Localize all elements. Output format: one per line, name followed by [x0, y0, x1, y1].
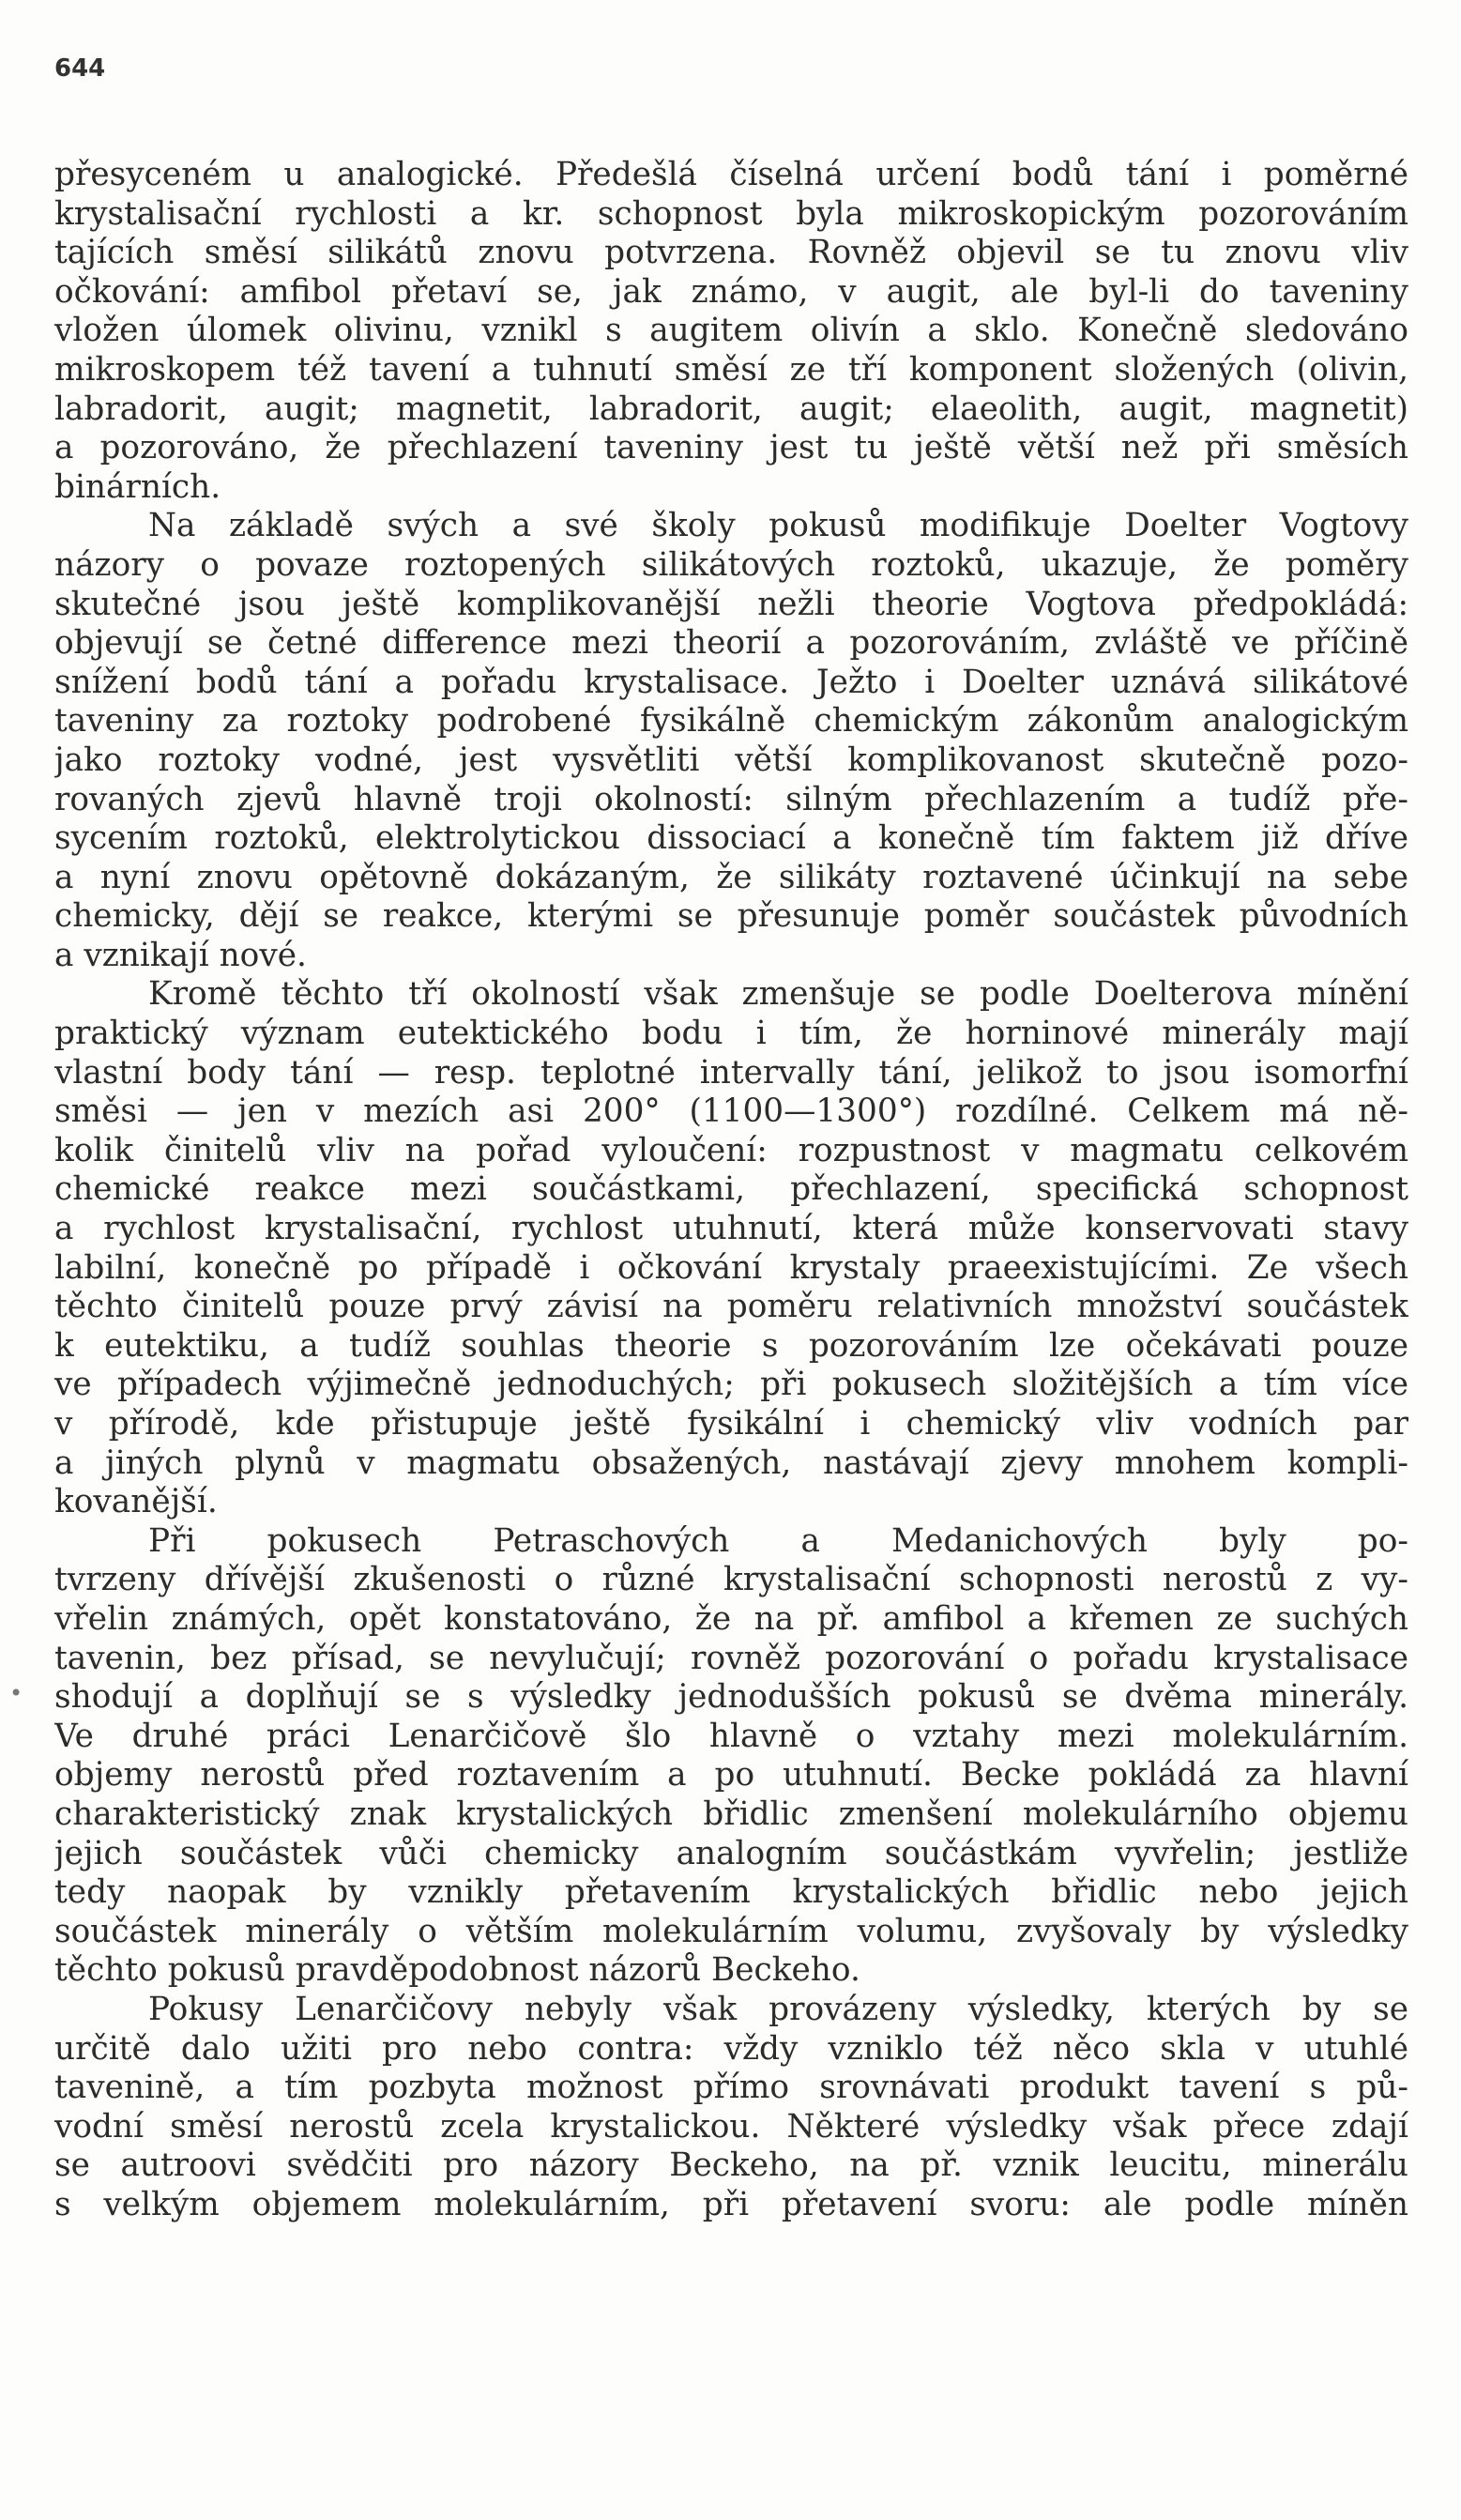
margin-mark: • — [9, 1680, 23, 1706]
text-line: snížení bodů tání a pořadu krystalisace. Ježto i Doelter uznává silikátové — [54, 663, 1408, 701]
paragraph — [54, 1991, 1408, 2225]
text-line: a jiných plynů v magmatu obsažených, nastávají zjevy mnohem kompli- — [54, 1443, 1408, 1482]
body-text — [54, 156, 1408, 2224]
text-line: mikroskopem též tavení a tuhnutí směsí ze tří komponent složených (olivin, — [54, 350, 1408, 389]
text-line: součástek minerály o větším molekulárním volumu, zvyšovaly by výsledky — [54, 1912, 1408, 1950]
text-line: vodní směsí nerostů zcela krystalickou. Některé výsledky však přece zdají — [54, 2107, 1408, 2146]
text-line: vřelin známých, opět konstatováno, že na př. amfibol a křemen ze suchých — [54, 1599, 1408, 1638]
text-line: binárních. — [54, 467, 221, 506]
text-line: chemické reakce mezi součástkami, přechlazení, specifická schopnost — [54, 1170, 1408, 1209]
text-line: směsi — jen v mezích asi 200° (1100—1300°) rozdílné. Celkem má ně- — [54, 1092, 1408, 1131]
text-line: k eutektiku, a tudíž souhlas theorie s pozorováním lze očekávati pouze — [54, 1326, 1408, 1365]
text-line: těchto činitelů pouze prvý závisí na poměru relativních množství součástek — [54, 1288, 1408, 1326]
text-line: se autroovi svědčiti pro názory Beckeho, na př. vznik leucitu, minerálu — [54, 2146, 1408, 2185]
text-line: Na základě svých a své školy pokusů modifikuje Doelter Vogtovy — [148, 507, 1408, 545]
text-line: tvrzeny dřívější zkušenosti o různé krystalisační schopnosti nerostů z vy- — [54, 1561, 1408, 1599]
text-line: těchto pokusů pravděpodobnost názorů Beckeho. — [54, 1951, 860, 1990]
text-line: určitě dalo užiti pro nebo contra: vždy vzniklo též něco skla v utuhlé — [54, 2029, 1408, 2068]
text-line: jako roztoky vodné, jest vysvětliti větší komplikovanost skutečně pozo- — [54, 741, 1408, 779]
text-line: a nyní znovu opětovně dokázaným, že silikáty roztavené účinkují na sebe — [54, 858, 1408, 896]
paragraph — [54, 1522, 1408, 1991]
text-line: kolik činitelů vliv na pořad vyloučení: rozpustnost v magmatu celkovém — [54, 1131, 1408, 1169]
text-line: jejich součástek vůči chemicky analogním součástkám vyvřelin; jestliže — [54, 1834, 1408, 1872]
text-line: vlastní body tání — resp. teplotné intervally tání, jelikož to jsou isomorfní — [54, 1053, 1408, 1092]
text-line: labilní, konečně po případě i očkování krystaly praeexistujícími. Ze všech — [54, 1248, 1408, 1287]
text-line: Kromě těchto tří okolností však zmenšuje se podle Doelterova mínění — [148, 975, 1408, 1014]
text-line: Pokusy Lenarčičovy nebyly však provázeny výsledky, kterých by se — [148, 1990, 1408, 2028]
text-line: přesyceném u analogické. Předešlá číselná určení bodů tání i poměrné — [54, 156, 1408, 193]
text-line: shodují a doplňují se s výsledky jednodušších pokusů se dvěma minerály. — [54, 1678, 1408, 1717]
text-line: chemicky, dějí se reakce, kterými se přesunuje poměr součástek původních — [54, 897, 1408, 936]
text-line: praktický význam eutektického bodu i tím, že horninové minerály mají — [54, 1015, 1408, 1053]
text-line: ve případech výjimečně jednoduchých; při pokusech složitějších a tím více — [54, 1366, 1408, 1404]
page-number: 644 — [54, 54, 106, 83]
text-line: tajících směsí silikátů znovu potvrzena. Rovněž objevil se tu znovu vliv — [54, 234, 1408, 272]
text-line: sycením roztoků, elektrolytickou dissociací a konečně tím faktem již dříve — [54, 819, 1408, 858]
text-line: tavenin, bez přísad, se nevylučují; rovněž pozorování o pořadu krystalisace — [54, 1639, 1408, 1677]
text-line: skutečné jsou ještě komplikovanější nežli theorie Vogtova předpokládá: — [54, 585, 1408, 623]
text-line: Ve druhé práci Lenarčičově šlo hlavně o vztahy mezi molekulárním. — [54, 1717, 1408, 1755]
text-line: kovanější. — [54, 1483, 218, 1521]
text-line: objemy nerostů před roztavením a po utuhnutí. Becke pokládá za hlavní — [54, 1756, 1408, 1795]
text-line: a vznikají nové. — [54, 936, 307, 974]
text-line: a pozorováno, že přechlazení taveniny jest tu ještě větší než při směsích — [54, 429, 1408, 467]
text-line: charakteristický znak krystalických břidlic zmenšení molekulárního objemu — [54, 1795, 1408, 1833]
text-line: vložen úlomek olivinu, vznikl s augitem olivín a sklo. Konečně sledováno — [54, 312, 1408, 350]
paragraph — [54, 975, 1408, 1521]
paragraph — [54, 507, 1408, 975]
text-line: v přírodě, kde přistupuje ještě fysikální i chemický vliv vodních par — [54, 1405, 1408, 1443]
paragraph — [54, 156, 1408, 507]
text-line: Při pokusech Petraschových a Medanichových byly po- — [148, 1521, 1408, 1560]
text-line: krystalisační rychlosti a kr. schopnost byla mikroskopickým pozorováním — [54, 194, 1408, 233]
text-line: taveniny za roztoky podrobené fysikálně chemickým zákonům analogickým — [54, 702, 1408, 741]
text-line: tedy naopak by vznikly přetavením krystalických břidlic nebo jejich — [54, 1873, 1408, 1912]
text-line: rovaných zjevů hlavně troji okolností: silným přechlazením a tudíž pře- — [54, 780, 1408, 818]
text-line: labradorit, augit; magnetit, labradorit, augit; elaeolith, augit, magnetit) — [54, 389, 1408, 428]
text-line: a rychlost krystalisační, rychlost utuhnutí, která může konservovati stavy — [54, 1210, 1408, 1248]
text-line: s velkým objemem molekulárním, při přetavení svoru: ale podle míněn — [54, 2185, 1408, 2223]
text-line: očkování: amfibol přetaví se, jak známo, v augit, ale byl-li do taveniny — [54, 272, 1408, 311]
text-line: názory o povaze roztopených silikátových roztoků, ukazuje, že poměry — [54, 545, 1408, 584]
text-line: objevují se četné difference mezi theorií a pozorováním, zvláště ve příčině — [54, 624, 1408, 663]
text-line: tavenině, a tím pozbyta možnost přímo srovnávati produkt tavení s pů- — [54, 2069, 1408, 2107]
